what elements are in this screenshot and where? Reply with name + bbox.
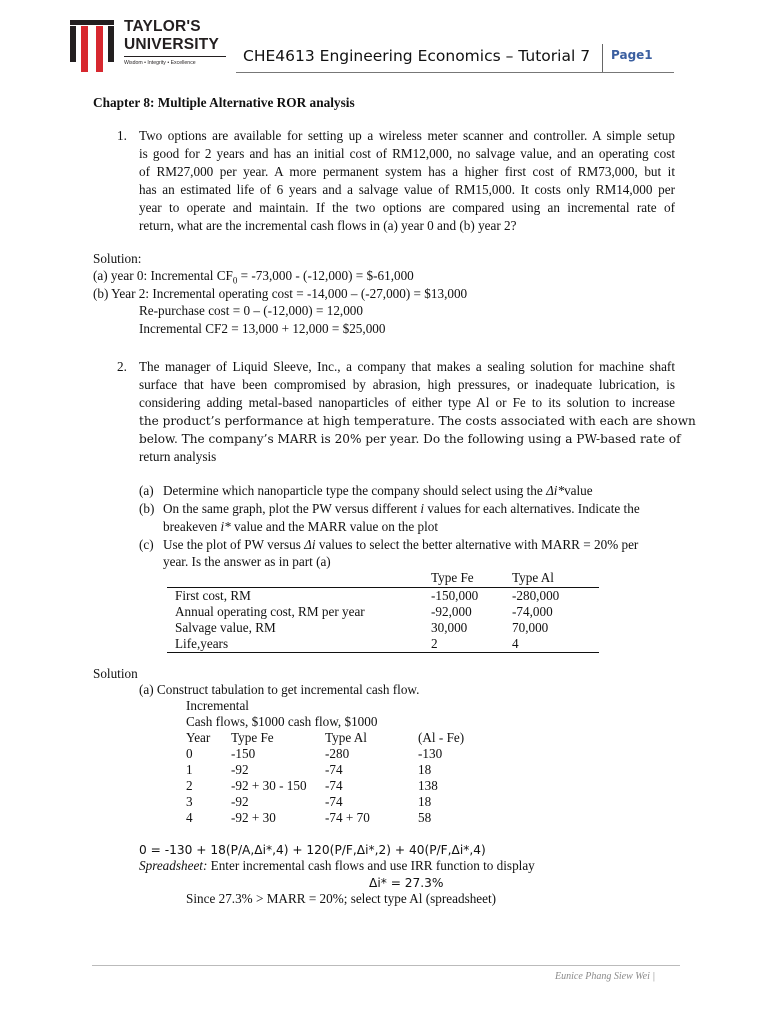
- question-1-line: return, what are the incremental cash flows in (a) year 0 and (b) year 2?: [139, 218, 517, 233]
- spreadsheet-label: Spreadsheet:: [139, 858, 208, 873]
- question-2-text: [139, 358, 696, 466]
- part-c-label: (c): [139, 537, 154, 552]
- part-a-label: (a): [139, 483, 154, 498]
- incremental-header-row: [186, 730, 486, 746]
- spreadsheet-text: Enter incremental cash flows and use IRR function to display: [207, 858, 535, 873]
- solution-2-heading: Solution: [93, 666, 138, 681]
- incremental-header-cell: Year: [186, 730, 211, 745]
- table-cell: Annual operating cost, RM per year: [175, 603, 365, 619]
- incremental-row: [186, 762, 486, 778]
- table-cell: First cost, RM: [175, 587, 251, 603]
- table-cell: -92,000: [431, 603, 472, 619]
- table-cell: Salvage value, RM: [175, 619, 276, 635]
- chapter-heading: Chapter 8: Multiple Alternative ROR analysis: [93, 95, 355, 110]
- question-1-line: is good for 2 years and has an initial cost of RM12,000, no salvage value, and an operating cost: [139, 146, 675, 161]
- incremental-cell: -74: [325, 794, 343, 809]
- solution-1-heading: Solution:: [93, 251, 142, 266]
- incremental-cell: -150: [231, 746, 256, 761]
- table-cell: 4: [512, 636, 599, 653]
- table-cell: 70,000: [512, 619, 549, 635]
- part-b2-suffix: value and the MARR value on the plot: [230, 519, 439, 534]
- part-a-suffix: value: [564, 483, 593, 498]
- part-a-prefix: Determine which nanoparticle type the company should select using the: [163, 483, 547, 498]
- part-c-suffix: values to select the better alternative with MARR = 20% per: [315, 537, 639, 552]
- question-1-line: year to operate and maintain. If the two options are compared using an incremental rate of: [139, 200, 675, 215]
- part-b-suffix: values for each alternatives. Indicate the: [424, 501, 640, 516]
- incremental-cell: -74: [325, 778, 343, 793]
- question-2-line: considering adding metal-based nanoparticles of either type Al or Fe to its solution to increase: [139, 395, 675, 410]
- incremental-header-cell: (Al - Fe): [418, 730, 465, 745]
- question-1-line: of RM27,000 per year. A more permanent system has a higher first cost of RM73,000, but it: [139, 164, 675, 179]
- footer-rule: [92, 965, 680, 966]
- question-2-line: The manager of Liquid Sleeve, Inc., a company that makes a sealing solution for machine shaft: [139, 359, 675, 374]
- table-row: [167, 587, 599, 604]
- part-c-line1: [163, 536, 638, 554]
- table-row: [167, 604, 599, 620]
- part-b-label: (b): [139, 501, 155, 516]
- incremental-cell: -92: [231, 794, 249, 809]
- incremental-label: Incremental: [186, 698, 249, 713]
- incremental-cell: 1: [186, 762, 193, 777]
- ror-equation: 0 = -130 + 18(P/A,Δi*,4) + 120(P/F,Δi*,2) + 40(P/F,Δi*,4): [139, 843, 486, 857]
- incremental-cell: -92 + 30 - 150: [231, 778, 307, 793]
- question-1-number: 1.: [117, 128, 127, 143]
- incremental-cell: -92 + 30: [231, 810, 276, 825]
- incremental-header-cell: Type Fe: [231, 730, 274, 745]
- part-b-line2: [163, 518, 438, 536]
- table-cell: Life,years: [167, 636, 431, 653]
- incremental-row: [186, 810, 486, 826]
- footer-author: Eunice Phang Siew Wei |: [555, 971, 656, 982]
- question-1-text: [139, 127, 675, 235]
- table-row: [167, 620, 599, 636]
- spreadsheet-note: [139, 857, 535, 875]
- part-c-prefix: Use the plot of PW versus: [163, 537, 305, 552]
- page-number: Page1: [611, 48, 653, 62]
- logo-line1: TAYLOR'S: [124, 18, 201, 35]
- part-c-line2: year. Is the answer as in part (a): [163, 554, 331, 569]
- question-2-line: return analysis: [139, 449, 217, 464]
- question-1-line: Two options are available for setting up a wireless meter scanner and controller. A simple setup: [139, 128, 675, 143]
- irr-result: Δi* = 27.3%: [369, 876, 444, 890]
- question-2-line: surface that have been compromised by abrasion, high pressures, or inadequate lubrication, is: [139, 377, 675, 392]
- table-header-cell: Type Fe: [431, 570, 512, 587]
- question-2-number: 2.: [117, 359, 127, 374]
- incremental-cell: 0: [186, 746, 193, 761]
- incremental-cell: -130: [418, 746, 443, 761]
- table-cell: -150,000: [431, 587, 479, 603]
- solution-1-part-b: (b) Year 2: Incremental operating cost = -14,000 – (-27,000) = $13,000: [93, 286, 468, 301]
- table-cell: 2: [431, 636, 512, 653]
- incremental-cell: 2: [186, 778, 193, 793]
- cash-flow-label: Cash flows, $1000 cash flow, $1000: [186, 714, 378, 729]
- table-header-cell: Type Al: [512, 570, 599, 587]
- solution-1-a-result: = -73,000 - (-12,000) = $-61,000: [237, 268, 414, 283]
- incremental-cell: -280: [325, 746, 350, 761]
- question-2-line: below. The company’s MARR is 20% per year. Do the following using a PW-based rate of: [139, 432, 681, 446]
- part-b-i-symbol: i: [420, 501, 425, 516]
- solution-1-a-subscript: 0: [232, 275, 238, 286]
- conclusion: Since 27.3% > MARR = 20%; select type Al (spreadsheet): [186, 891, 497, 906]
- part-b-prefix: On the same graph, plot the PW versus different: [163, 501, 421, 516]
- incremental-cell: 4: [186, 810, 193, 825]
- logo-emblem-icon: [70, 20, 114, 72]
- table-cell: -280,000: [512, 587, 560, 603]
- header-rule: [236, 72, 674, 73]
- part-a-symbol: Δi*: [546, 483, 565, 498]
- incremental-cell: -92: [231, 762, 249, 777]
- solution-2-part-a: (a) Construct tabulation to get incremental cash flow.: [139, 682, 420, 697]
- incremental-header-cell: Type Al: [325, 730, 367, 745]
- incremental-cell: 58: [418, 810, 432, 825]
- university-logo: [70, 18, 226, 72]
- title-separator: [602, 44, 603, 72]
- incremental-cell: 138: [418, 778, 438, 793]
- incremental-row: [186, 794, 486, 810]
- table-row: [167, 636, 599, 653]
- logo-line2: UNIVERSITY: [124, 36, 220, 53]
- part-b-line1: [163, 500, 640, 518]
- part-c-symbol: Δi: [304, 537, 316, 552]
- solution-1-cf2: Incremental CF2 = 13,000 + 12,000 = $25,000: [139, 321, 386, 336]
- table-header-cell: [167, 570, 431, 587]
- part-a-text: [163, 482, 593, 500]
- part-b2-prefix: breakeven: [163, 519, 221, 534]
- cost-table: [167, 570, 599, 653]
- solution-1-repurchase: Re-purchase cost = 0 – (-12,000) = 12,000: [139, 303, 363, 318]
- table-cell: -74,000: [512, 603, 553, 619]
- solution-1-a-text: (a) year 0: Incremental CF: [93, 268, 233, 283]
- logo-divider: [124, 56, 226, 57]
- incremental-cell: 3: [186, 794, 193, 809]
- logo-tagline: Wisdom • Integrity • Excellence: [124, 60, 196, 66]
- incremental-row: [186, 778, 486, 794]
- table-header-row: [167, 570, 599, 587]
- question-2-line: the product’s performance at high temperature. The costs associated with each are shown: [139, 414, 696, 428]
- document-title: CHE4613 Engineering Economics – Tutorial 7: [243, 47, 591, 65]
- question-1-line: has an estimated life of 6 years and a salvage value of RM15,000. It costs only RM14,000 per: [139, 182, 675, 197]
- table-cell: 30,000: [431, 619, 468, 635]
- incremental-cell: 18: [418, 762, 432, 777]
- incremental-row: [186, 746, 486, 762]
- part-b2-symbol: i*: [220, 519, 231, 534]
- incremental-cell: -74 + 70: [325, 810, 370, 825]
- incremental-cell: 18: [418, 794, 432, 809]
- incremental-cell: -74: [325, 762, 343, 777]
